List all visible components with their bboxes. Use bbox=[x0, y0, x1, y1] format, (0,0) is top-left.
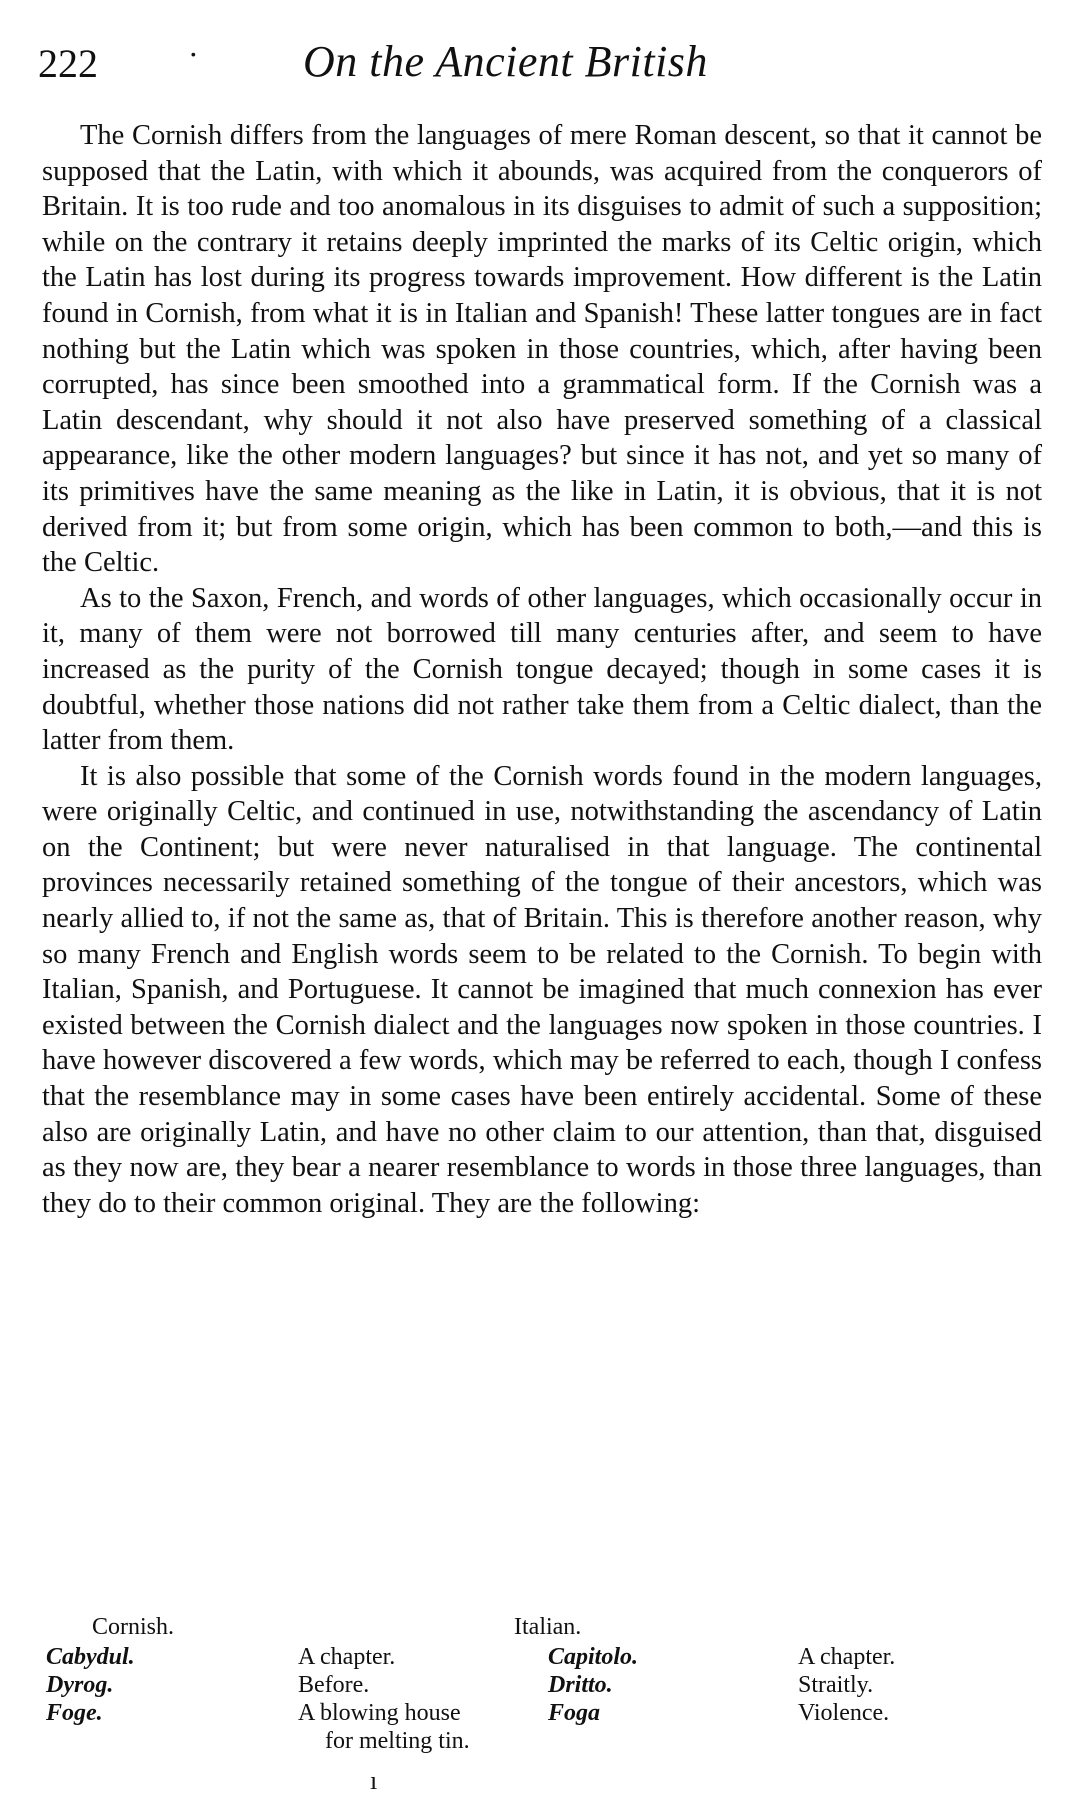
page-header bbox=[38, 36, 1048, 96]
italian-gloss: A chapter. bbox=[798, 1644, 896, 1670]
italian-word: Foga bbox=[548, 1700, 601, 1726]
english-gloss-continuation: for melting tin. bbox=[325, 1728, 470, 1754]
italian-word: Dritto. bbox=[548, 1672, 613, 1698]
cornish-word: Cabydul. bbox=[46, 1644, 135, 1670]
english-gloss: A chapter. bbox=[298, 1644, 396, 1670]
page-number: 222 bbox=[38, 41, 98, 86]
table-row-continuation bbox=[40, 1727, 1040, 1755]
paragraph: As to the Saxon, French, and words of other languages, which occasionally occur in it, many of them were not borrowed till many centuries after, and seem to have increased as the purity of the Cornish tongue decayed; though in some cases it is doubtful, whether those nations did not rather take them from a Celtic dialect, than the latter from them. bbox=[42, 582, 1042, 757]
column-header-italian: Italian. bbox=[514, 1614, 582, 1640]
italian-gloss: Violence. bbox=[798, 1700, 890, 1726]
cornish-word: Dyrog. bbox=[46, 1672, 114, 1698]
english-gloss: A blowing house bbox=[298, 1700, 461, 1726]
column-header-cornish: Cornish. bbox=[92, 1614, 175, 1640]
cornish-word: Foge. bbox=[46, 1700, 103, 1726]
header-dot: · bbox=[188, 36, 199, 72]
paragraph: The Cornish differs from the languages of mere Roman descent, so that it cannot be supposed that the Latin, with which it abounds, was acquired from the conquerors of Britain. It is too rude and too anomalous in its disguises to admit of such a supposition; while on the contrary it retains deeply imprinted the marks of its Celtic origin, which the Latin has lost during its progress towards improvement. How different is the Latin found in Cornish, from what it is in Italian and Spanish! These latter tongues are in fact nothing but the Latin which was spoken in those countries, which, after having been corrupted, has since been smoothed into a grammatical form. If the Cornish was a Latin descendant, why should it not also have preserved something of a classical appearance, like the other modern languages? but since it has not, and yet so many of its primitives have the same meaning as the like in Latin, it is obvious, that it is not derived from it; but from some origin, which has been common to both,—and this is the Celtic. bbox=[42, 120, 1042, 579]
italian-word: Capitolo. bbox=[548, 1644, 639, 1670]
english-gloss: Before. bbox=[298, 1672, 370, 1698]
table-row bbox=[40, 1699, 1040, 1727]
table-row bbox=[40, 1671, 1040, 1699]
paragraph: It is also possible that some of the Cornish words found in the modern languages, were originally Celtic, and continued in use, notwithstanding the ascendancy of Latin on the Continent; but were never naturalised in that language. The continental provinces necessarily retained something of the tongue of their ancestors, which was nearly allied to, if not the same as, that of Britain. This is therefore another reason, why so many French and English words seem to be related to the Cornish. To begin with Italian, Spanish, and Portuguese. It cannot be imagined that much connexion has ever existed between the Cornish dialect and the languages now spoken in those countries. I have however discovered a few words, which may be referred to each, though I confess that the resemblance may in some cases have been entirely accidental. Some of these also are originally Latin, and have no other claim to our attention, than that, disguised as they now are, they bear a nearer resemblance to words in those three languages, than they do to their common original. They are the following: bbox=[42, 760, 1042, 1219]
footer-mark: ı bbox=[370, 1766, 378, 1795]
italian-gloss: Straitly. bbox=[798, 1672, 874, 1698]
running-title: On the Ancient British bbox=[303, 37, 708, 86]
body-text bbox=[42, 118, 1042, 1221]
table-row bbox=[40, 1643, 1040, 1671]
